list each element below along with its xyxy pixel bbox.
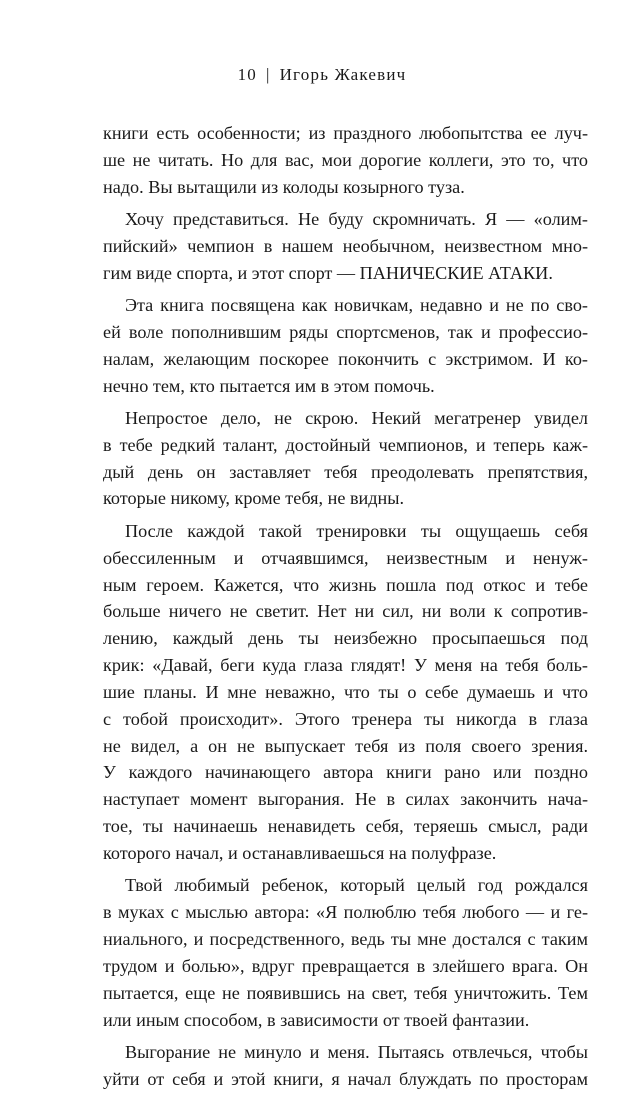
text-line: в тебе редкий талант, достойный чемпионов, и теперь каж- — [103, 434, 588, 455]
text-line: с тобой происходит». Этого тренера ты никогда в глаза — [103, 708, 588, 729]
text-line: Эта книга посвящена как новичкам, недавно и не по сво- — [125, 295, 588, 316]
text-line: крик: «Давай, беги куда глаза глядят! У меня на тебя боль- — [103, 655, 588, 676]
text-line: которого начал, и останавливаешься на полуфразе. — [103, 842, 497, 863]
header-separator: | — [265, 65, 271, 84]
text-line: дый день он заставляет тебя преодолевать препятствия, — [103, 461, 588, 482]
text-line: надо. Вы вытащили из колоды козырного туза. — [103, 176, 465, 197]
text-line: уйти от себя и этой книги, я начал блуждать по просторам — [103, 1068, 588, 1089]
text-line: или иным способом, в зависимости от твоей фантазии. — [103, 1009, 530, 1030]
text-line: больше ничего не светит. Нет ни сил, ни воли к сопротив- — [103, 601, 588, 622]
text-line: У каждого начинающего автора книги рано или поздно — [103, 762, 588, 783]
text-line: в муках с мыслью автора: «Я полюблю тебя любого — и ге- — [103, 902, 588, 923]
text-line: Хочу представиться. Не буду скромничать. Я — «олим- — [125, 209, 588, 230]
text-line: шие планы. И мне неважно, что ты о себе думаешь и что — [103, 681, 588, 702]
text-line: книги есть особенности; из праздного любопытства ее луч- — [103, 123, 588, 143]
paragraph — [103, 518, 588, 867]
text-line: пытается, еще не появившись на свет, тебя уничтожить. Тем — [103, 982, 588, 1003]
text-line: ным героем. Кажется, что жизнь пошла под откос и тебе — [103, 574, 588, 595]
page-body-text — [103, 120, 588, 1093]
text-line: ей воле пополнившим ряды спортсменов, так и профессио- — [103, 321, 588, 342]
text-line: гим виде спорта, и этот спорт — ПАНИЧЕСКИЕ АТАКИ. — [103, 262, 553, 283]
text-line: ше не читать. Но для вас, мои дорогие коллеги, это то, что — [103, 149, 588, 170]
paragraph — [103, 206, 588, 287]
text-line: не видел, а он не выпускает тебя из поля своего зрения. — [103, 735, 588, 756]
paragraph — [103, 1039, 588, 1093]
text-line: пийский» чемпион в нашем необычном, неизвестном мно- — [103, 235, 588, 256]
text-line: После каждой такой тренировки ты ощущаешь себя — [125, 520, 588, 541]
paragraph — [103, 292, 588, 399]
text-line: нечно тем, кто пытается им в этом помочь. — [103, 375, 435, 396]
paragraph — [103, 405, 588, 512]
running-header — [0, 64, 644, 86]
text-line: налам, желающим поскорее покончить с экстримом. И ко- — [103, 348, 588, 369]
text-line: Выгорание не минуло и меня. Пытаясь отвлечься, чтобы — [125, 1041, 588, 1062]
text-line: тое, ты начинаешь ненавидеть себя, теряешь смысл, ради — [103, 816, 588, 837]
text-line: трудом и болью», вдруг превращается в злейшего врага. Он — [103, 955, 588, 976]
text-line: которые никому, кроме тебя, не видны. — [103, 488, 405, 509]
page-number: 10 — [237, 65, 257, 84]
text-line: наступает момент выгорания. Не в силах закончить нача- — [103, 789, 588, 810]
text-line: лению, каждый день ты неизбежно просыпаешься под — [103, 628, 588, 649]
paragraph — [103, 872, 588, 1033]
running-header-author: Игорь Жакевич — [279, 65, 407, 84]
paragraph — [103, 120, 588, 201]
text-line: ниального, и посредственного, ведь ты мне достался с таким — [103, 928, 588, 949]
text-line: Твой любимый ребенок, который целый год рождался — [125, 875, 588, 896]
text-line: обессиленным и отчаявшимся, неизвестным и ненуж- — [103, 547, 588, 568]
text-line: Непростое дело, не скрою. Некий мегатренер увидел — [125, 407, 588, 428]
